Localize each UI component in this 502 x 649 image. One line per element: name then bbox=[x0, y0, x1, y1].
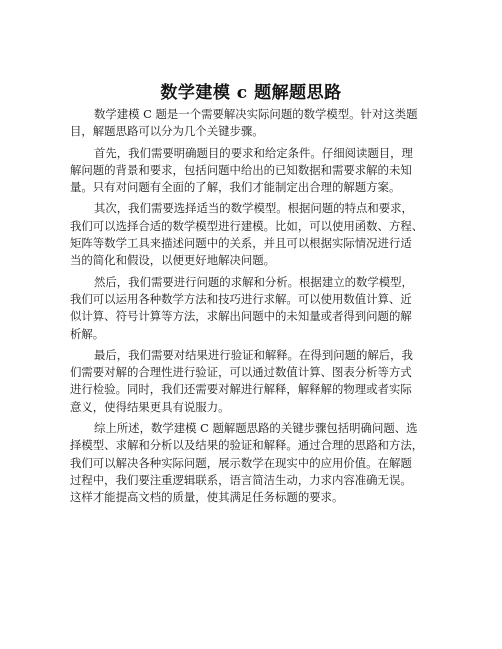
text-line: 首先，我们需要明确题目的要求和给定条件。仔细阅读题目，理 bbox=[94, 145, 413, 160]
paragraph-step-1 bbox=[70, 145, 442, 197]
text-line: 我们可以运用各种数学方法和技巧进行求解。可以使用数值计算、近 bbox=[70, 291, 412, 306]
text-line: 这样才能提高文档的质量，使其满足任务标题的要求。 bbox=[70, 490, 344, 505]
text-line: 其次，我们需要选择适当的数学模型。根据问题的特点和要求， bbox=[94, 201, 413, 216]
paragraph-step-4 bbox=[70, 347, 442, 416]
text-line: 解问题的背景和要求，包括问题中给出的已知数据和需要求解的未知 bbox=[70, 162, 412, 177]
paragraph-step-3 bbox=[70, 274, 442, 343]
text-line: 当的简化和假设，以便更好地解决问题。 bbox=[70, 253, 276, 268]
paragraph-step-2 bbox=[70, 200, 442, 269]
text-line: 进行检验。同时，我们还需要对解进行解释，解释解的物理或者实际 bbox=[70, 382, 412, 397]
paragraph-summary bbox=[70, 420, 442, 506]
text-line: 似计算、符号计算等方法，求解出问题中的未知量或者得到问题的解 bbox=[70, 309, 412, 324]
document-title: 数学建模 c 题解题思路 bbox=[160, 83, 342, 103]
text-line: 我们可以解决各种实际问题，展示数学在现实中的应用价值。在解题 bbox=[70, 455, 412, 470]
text-line: 数学建模 C 题是一个需要解决实际问题的数学模型。针对这类题 bbox=[94, 107, 418, 121]
text-line: 量。只有对问题有全面的了解，我们才能制定出合理的解题方案。 bbox=[70, 180, 401, 195]
text-line: 们需要对解的合理性进行验证，可以通过数值计算、图表分析等方式 bbox=[70, 365, 412, 380]
paragraph-intro bbox=[70, 106, 442, 141]
text-line: 最后，我们需要对结果进行验证和解释。在得到问题的解后，我 bbox=[94, 347, 413, 362]
text-line: 意义，使得结果更具有说服力。 bbox=[70, 399, 230, 414]
text-line: 析解。 bbox=[70, 326, 105, 341]
text-line: 过程中，我们要注重逻辑联系，语言简洁生动，力求内容准确无误。 bbox=[70, 472, 412, 487]
text-line: 目，解题思路可以分为几个关键步骤。 bbox=[70, 124, 264, 139]
text-line: 矩阵等数学工具来描述问题中的关系，并且可以根据实际情况进行适 bbox=[70, 236, 412, 251]
text-line: 然后，我们需要进行问题的求解和分析。根据建立的数学模型， bbox=[94, 274, 413, 289]
document-body bbox=[70, 106, 442, 511]
text-line: 我们可以选择合适的数学模型进行建模。比如，可以使用函数、方程、 bbox=[70, 218, 424, 233]
text-line: 综上所述，数学建模 C 题解题思路的关键步骤包括明确问题、选 bbox=[94, 421, 418, 436]
text-line: 择模型、求解和分析以及结果的验证和解释。通过合理的思路和方法， bbox=[70, 438, 424, 453]
